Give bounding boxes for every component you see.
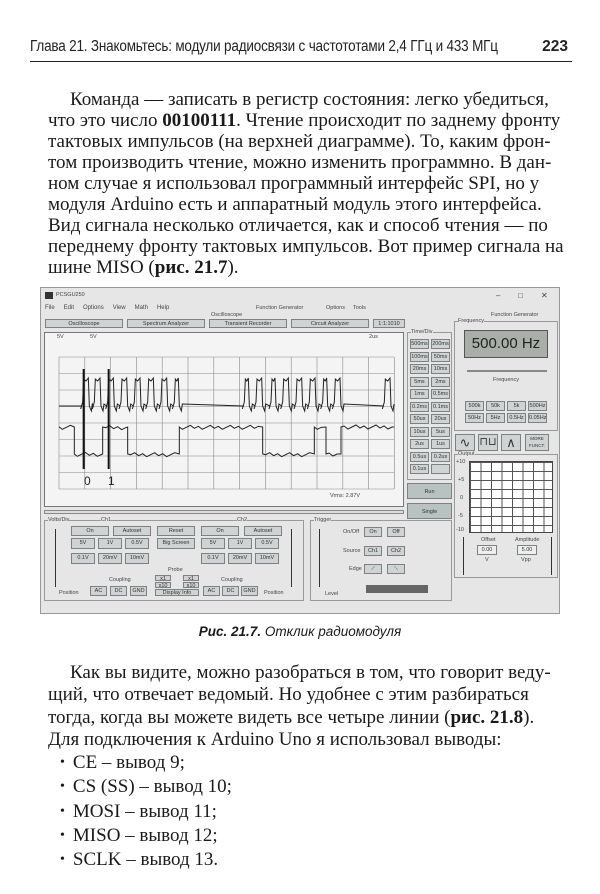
- paragraph-2: [48, 662, 562, 751]
- timebase-button[interactable]: 100ms: [411, 353, 428, 360]
- ch1-autoset-button[interactable]: Autoset: [113, 526, 151, 536]
- running-header: [30, 38, 572, 62]
- list-item: • MISO – вывод 12;: [60, 825, 232, 849]
- single-button[interactable]: Single: [407, 503, 452, 519]
- ch2-position-slider[interactable]: [291, 529, 295, 587]
- text-line: [48, 131, 562, 152]
- trigger-on-button[interactable]: On: [364, 527, 382, 537]
- frequency-range-button[interactable]: 50Hz: [465, 413, 484, 423]
- timebase-button[interactable]: 50ms: [431, 352, 450, 362]
- ch2-20mv-button[interactable]: 20mV: [228, 553, 252, 564]
- text-line: [48, 152, 562, 173]
- bit-marker-1: 1: [108, 474, 115, 488]
- ch2-dc-button[interactable]: DC: [222, 586, 239, 596]
- figure-caption: [0, 624, 600, 639]
- rising-edge-button[interactable]: ⟋: [364, 564, 382, 574]
- timebase-panel: [407, 329, 452, 480]
- volts-div-panel: [44, 517, 304, 601]
- tab-status[interactable]: 1:1:1010: [373, 319, 405, 328]
- offset-slider[interactable]: [463, 537, 467, 575]
- amplitude-label: Amplitude: [515, 537, 540, 543]
- text-segment: Команда — записать в регистр состояния: легко убедиться,: [70, 89, 549, 110]
- timebase-button[interactable]: 5us: [431, 427, 450, 437]
- chapter-title: Глава 21. Знакомьтесь: модули радиосвязи с частототами 2,4 ГГц и 433 МГц: [30, 38, 498, 55]
- list-item: • MOSI – вывод 11;: [60, 801, 232, 825]
- text-segment: Как вы видите, можно разобраться в том, что говорит веду-: [70, 662, 551, 683]
- menu-options[interactable]: Options: [83, 305, 104, 311]
- ch2-on-button[interactable]: On: [201, 526, 239, 536]
- ch2-scale-label: 5V: [90, 334, 97, 340]
- ch1-0.5v-button[interactable]: 0.5V: [125, 538, 149, 549]
- ch1-gnd-button[interactable]: GND: [130, 586, 147, 596]
- menu-math[interactable]: Math: [134, 305, 148, 311]
- frequency-range-button[interactable]: 5Hz: [486, 413, 505, 423]
- frequency-range-button[interactable]: 500Hz: [529, 403, 546, 409]
- list-item: • SCLK – вывод 13.: [60, 849, 232, 873]
- text-line: [48, 110, 562, 131]
- figure-screenshot: [40, 287, 560, 614]
- text-segment: . Чтение происходит по заднему фронту: [236, 110, 561, 131]
- caption-text: Отклик радиомодуля: [264, 624, 402, 639]
- frequency-slider[interactable]: [467, 370, 547, 372]
- frequency-range-button[interactable]: 50k: [486, 401, 505, 411]
- text-segment: щий, что отвечает ведомый. Но удобнее с этим разбираться: [48, 684, 529, 706]
- trigger-off-button[interactable]: Off: [387, 527, 405, 537]
- minimize-button[interactable]: –: [496, 291, 501, 300]
- frequency-range-button[interactable]: 0.5Hz: [507, 413, 526, 423]
- oscilloscope-label: Oscilloscope: [211, 312, 243, 318]
- timebase-button[interactable]: 0.5us: [410, 452, 429, 462]
- y-tick: -5: [458, 513, 463, 519]
- text-segment: ном случае я использовал программный интерфейс SPI, но у: [48, 173, 540, 194]
- triangle-wave-icon: ∧: [506, 435, 516, 450]
- source-ch1-button[interactable]: Ch1: [364, 546, 382, 556]
- list-item: • CS (SS) – вывод 10;: [60, 776, 232, 800]
- frequency-slider-label: Frequency: [493, 377, 519, 383]
- ch2-probe-x10[interactable]: x10: [183, 582, 199, 588]
- menu-bar: [45, 305, 169, 311]
- bit-marker-0: 0: [84, 474, 91, 488]
- ch2-1v-button[interactable]: 1V: [228, 538, 252, 549]
- menu-view[interactable]: View: [112, 305, 126, 311]
- window-title: PCSGU250: [56, 292, 85, 298]
- fg-menu-title: Function Generator: [256, 305, 304, 311]
- y-tick: 0: [460, 495, 464, 501]
- ch1-position-slider[interactable]: [55, 529, 59, 587]
- text-segment: шине MISO (: [48, 257, 155, 278]
- ch1-on-button[interactable]: On: [71, 526, 109, 536]
- tab-spectrum-analyzer[interactable]: Spectrum Analyzer: [127, 319, 205, 328]
- menu-file[interactable]: File: [45, 305, 55, 311]
- text-segment: переднему фронту тактовых импульсов. Вот пример сигнала на: [48, 236, 564, 257]
- time-scale-label: 2us: [369, 334, 378, 340]
- onoff-label: On/Off: [343, 529, 360, 535]
- ch2-title: Ch2: [237, 517, 248, 523]
- list-item: • CE – вывод 9;: [60, 752, 232, 776]
- falling-edge-button[interactable]: ⟍: [387, 564, 405, 574]
- output-graph: [469, 461, 553, 533]
- frequency-display: 500.00 Hz: [464, 330, 548, 358]
- frequency-title: Frequency: [458, 318, 484, 324]
- y-tick: +10: [456, 459, 466, 465]
- ch1-probe-x10[interactable]: x10: [155, 582, 171, 588]
- ch1-dc-button[interactable]: DC: [110, 586, 127, 596]
- timebase-button[interactable]: 1ms: [410, 389, 429, 399]
- text-line: [48, 707, 562, 729]
- scope-display: [44, 332, 404, 507]
- level-display: [366, 585, 428, 593]
- text-line: [48, 684, 562, 706]
- text-line: [48, 257, 562, 278]
- ch1-title: Ch1: [101, 517, 112, 523]
- display-info-button[interactable]: Display Info: [155, 589, 199, 596]
- triangle-wave-button[interactable]: [501, 434, 521, 451]
- frequency-range-button[interactable]: 0.05Hz: [529, 415, 547, 421]
- trigger-title: Trigger: [314, 517, 332, 523]
- timebase-button[interactable]: 0.1ms: [431, 402, 450, 412]
- ch1-0.1v-button[interactable]: 0.1V: [71, 553, 95, 564]
- close-button[interactable]: ✕: [541, 291, 548, 300]
- offset-label: Offset: [481, 537, 496, 543]
- text-segment: тогда, когда вы можете видеть все четыре линии (: [48, 706, 451, 728]
- y-tick: +5: [458, 477, 465, 483]
- ch1-scale-label: 5V: [57, 334, 64, 340]
- y-tick: -10: [456, 527, 464, 533]
- probe-label: Probe: [168, 567, 183, 573]
- text-segment: что это число: [48, 110, 163, 131]
- text-line: [48, 215, 562, 236]
- ch1-5v-button[interactable]: 5V: [71, 538, 95, 549]
- ch1-position-label: Position: [59, 590, 79, 596]
- more-functions-button[interactable]: MORE FUNCT.: [525, 434, 549, 451]
- text-segment: модуля Arduino есть и аппаратный модуль этого интерфейса.: [48, 194, 542, 215]
- horizontal-scrollbar[interactable]: [44, 510, 404, 514]
- timebase-button[interactable]: 50us: [410, 414, 429, 424]
- menu-edit[interactable]: Edit: [63, 305, 75, 311]
- volts-div-title: Volts/Div: [48, 517, 70, 523]
- ch1-20mv-button[interactable]: 20mV: [98, 553, 122, 564]
- timebase-button[interactable]: 1us: [431, 439, 450, 449]
- timebase-button[interactable]: 5ms: [410, 377, 429, 387]
- timebase-button[interactable]: 2ms: [431, 377, 450, 387]
- text-segment: тактовых импульсов (на верхней диаграмме). То, каким фрон-: [48, 131, 551, 152]
- text-segment: Для подключения к Arduino Uno я использовал выводы:: [48, 728, 502, 750]
- fg-menu-tools[interactable]: Tools: [353, 305, 366, 311]
- ch1-10mv-button[interactable]: 10mV: [125, 553, 149, 564]
- sine-wave-button[interactable]: [455, 434, 475, 451]
- ch2-gnd-button[interactable]: GND: [241, 586, 258, 596]
- page-number: 223: [542, 38, 568, 55]
- text-line: [48, 194, 562, 215]
- timebase-title: Time/Div: [411, 329, 433, 335]
- ch2-ac-button[interactable]: AC: [203, 586, 220, 596]
- bold-text: рис. 21.8: [450, 706, 524, 728]
- text-line: [48, 729, 562, 751]
- output-title: Output: [458, 451, 475, 457]
- timebase-button[interactable]: 0.5ms: [431, 389, 450, 399]
- fg-menu-options[interactable]: Options: [326, 305, 345, 311]
- output-panel: [454, 451, 558, 578]
- maximize-button[interactable]: □: [518, 291, 523, 300]
- source-label: Source: [343, 548, 361, 554]
- run-button[interactable]: Run: [407, 483, 452, 499]
- ch1-coupling-label: Coupling: [109, 577, 131, 583]
- timebase-button[interactable]: 0.2us: [431, 452, 450, 462]
- timebase-button[interactable]: 0.1us: [410, 464, 429, 474]
- level-label: Level: [325, 591, 339, 597]
- ch1-ac-button[interactable]: AC: [90, 586, 107, 596]
- square-wave-icon: ⊓⊔: [479, 436, 497, 448]
- timebase-button[interactable]: 200ms: [432, 341, 449, 347]
- waveform-plot: [56, 351, 396, 491]
- frequency-range-button[interactable]: 5k: [507, 401, 526, 411]
- app-icon: [45, 292, 53, 299]
- text-segment: Вид сигнала несколько отличается, как и способ чтения — по: [48, 215, 548, 236]
- bold-text: 00100111: [162, 110, 237, 131]
- square-wave-button[interactable]: [478, 434, 498, 451]
- timebase-button[interactable]: 20us: [431, 414, 450, 424]
- timebase-button[interactable]: 0.2ms: [410, 402, 429, 412]
- timebase-button[interactable]: 10ms: [431, 364, 450, 374]
- ch2-coupling-label: Coupling: [221, 577, 243, 583]
- frequency-panel: [454, 318, 558, 431]
- frequency-range-button[interactable]: 500k: [465, 401, 484, 411]
- bold-text: рис. 21.7: [154, 257, 228, 278]
- caption-number: Рис. 21.7.: [198, 624, 262, 639]
- text-segment: ).: [523, 706, 535, 728]
- tab-transient-recorder[interactable]: Transient Recorder: [209, 319, 287, 328]
- ch2-0.1v-button[interactable]: 0.1V: [201, 553, 225, 564]
- fg-title: Function Generator: [491, 312, 539, 318]
- timebase-button[interactable]: [431, 464, 450, 474]
- ch1-probe-x1[interactable]: x1: [155, 575, 171, 581]
- amplitude-slider[interactable]: [551, 537, 555, 575]
- text-line: [48, 236, 562, 257]
- amplitude-value[interactable]: 5.00: [517, 545, 537, 555]
- timebase-button[interactable]: 10us: [410, 427, 429, 437]
- trigger-panel: [310, 517, 452, 601]
- big-screen-button[interactable]: Big Screen: [157, 538, 195, 549]
- edge-label: Edge: [349, 566, 362, 572]
- source-ch2-button[interactable]: Ch2: [387, 546, 405, 556]
- offset-unit: V: [485, 557, 489, 563]
- pin-list: [60, 752, 232, 873]
- offset-value[interactable]: 0.00: [477, 545, 497, 555]
- text-line: [48, 89, 562, 110]
- text-segment: ).: [227, 257, 239, 278]
- ch1-1v-button[interactable]: 1V: [98, 538, 122, 549]
- sine-icon: ∿: [459, 435, 471, 450]
- timebase-button[interactable]: 500ms: [411, 341, 428, 347]
- text-segment: том производить чтение, можно изменить программно. В дан-: [48, 152, 552, 173]
- tab-circuit-analyzer[interactable]: Circuit Analyzer: [291, 319, 369, 328]
- ch2-0.5v-button[interactable]: 0.5V: [255, 538, 279, 549]
- menu-help[interactable]: Help: [156, 305, 170, 311]
- amplitude-unit: Vpp: [521, 557, 531, 563]
- trigger-level-slider[interactable]: [319, 529, 323, 587]
- ch2-probe-x1[interactable]: x1: [183, 575, 199, 581]
- ch2-position-label: Position: [264, 590, 284, 596]
- ch2-10mv-button[interactable]: 10mV: [255, 553, 279, 564]
- timebase-button[interactable]: 2us: [410, 439, 429, 449]
- text-line: [48, 662, 562, 684]
- timebase-button[interactable]: 20ms: [410, 364, 429, 374]
- reset-button[interactable]: Reset: [157, 526, 195, 536]
- tab-oscilloscope[interactable]: Oscilloscope: [45, 319, 123, 328]
- ch2-5v-button[interactable]: 5V: [201, 538, 225, 549]
- vrms-readout: Vrms: 2.87V: [330, 493, 361, 499]
- ch2-autoset-button[interactable]: Autoset: [244, 526, 282, 536]
- text-line: [48, 173, 562, 194]
- paragraph-1: [48, 89, 562, 278]
